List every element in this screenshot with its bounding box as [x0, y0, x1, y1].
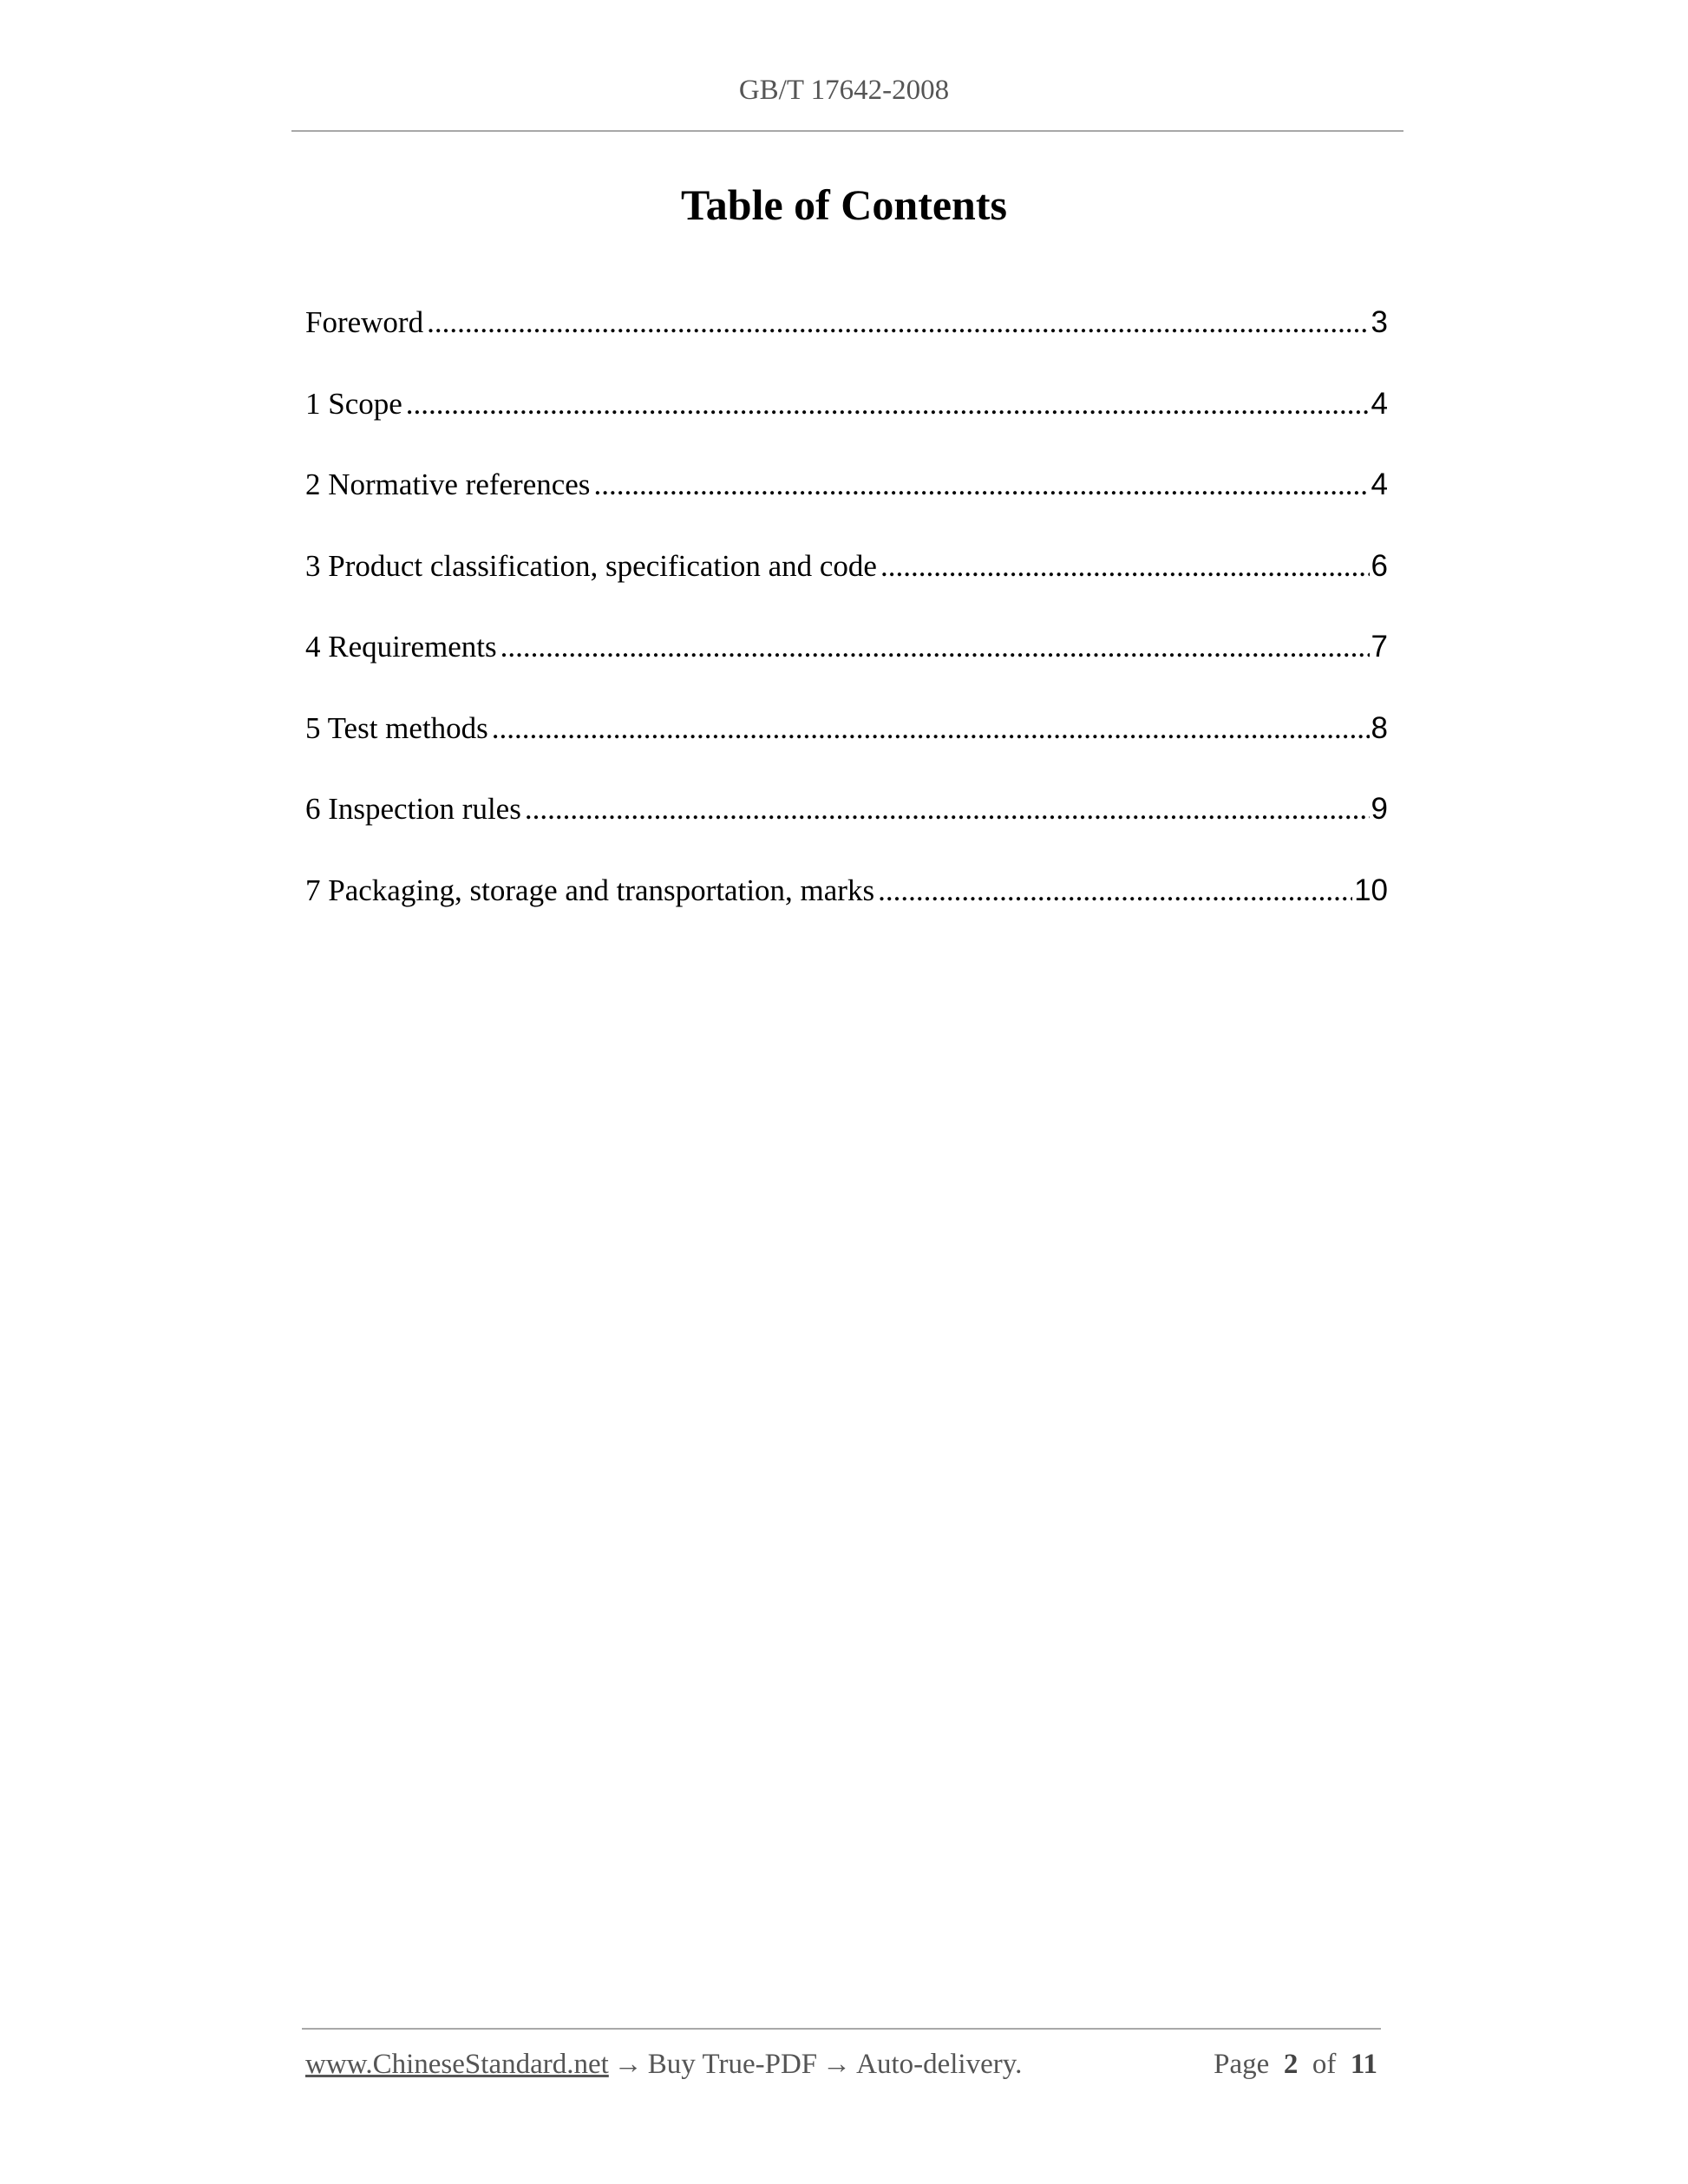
- toc-entry-page: 9: [1371, 792, 1388, 826]
- toc-entry-page: 3: [1371, 305, 1388, 339]
- of-word: of: [1312, 2049, 1337, 2080]
- toc-entry[interactable]: [305, 630, 1388, 711]
- page-number: [1214, 2049, 1377, 2081]
- toc-entry[interactable]: [305, 387, 1388, 468]
- toc-entry-label: Foreword: [305, 305, 424, 339]
- toc-entry[interactable]: [305, 468, 1388, 549]
- footer-step-buy: Buy True-PDF: [647, 2049, 818, 2080]
- toc-entry[interactable]: [305, 711, 1388, 793]
- toc-entry-label: 6 Inspection rules: [305, 792, 521, 826]
- toc-entry[interactable]: [305, 549, 1388, 631]
- toc-entry-label: 3 Product classification, specification and code: [305, 548, 877, 583]
- toc-leader-dots: [492, 711, 1370, 746]
- toc-entry[interactable]: [305, 792, 1388, 873]
- header-standard-code: GB/T 17642-2008: [738, 75, 950, 106]
- toc-list: [305, 305, 1388, 954]
- toc-entry-label: 2 Normative references: [305, 468, 591, 501]
- toc-entry-page: 10: [1354, 873, 1388, 907]
- toc-entry-page: 4: [1371, 468, 1388, 501]
- toc-entry-label: 1 Scope: [305, 386, 402, 421]
- toc-entry-page: 4: [1371, 386, 1388, 421]
- toc-entry-label: 5 Test methods: [305, 710, 488, 745]
- toc-entry-page: 7: [1371, 630, 1388, 664]
- header-divider: [291, 130, 1403, 132]
- footer: [305, 2049, 1377, 2081]
- toc-entry-label: 4 Requirements: [305, 630, 497, 664]
- toc-entry[interactable]: [305, 305, 1388, 387]
- toc-leader-dots: [878, 873, 1352, 908]
- footer-divider: [302, 2028, 1381, 2030]
- page-total: 11: [1350, 2049, 1377, 2080]
- arrow-right-icon: →: [613, 2049, 643, 2080]
- toc-entry-label: 7 Packaging, storage and transportation, marks: [305, 873, 875, 907]
- toc-leader-dots: [427, 305, 1369, 340]
- toc-leader-dots: [880, 549, 1370, 584]
- page-word: Page: [1214, 2049, 1270, 2080]
- arrow-right-icon: →: [822, 2049, 852, 2080]
- toc-leader-dots: [501, 630, 1370, 664]
- toc-leader-dots: [406, 387, 1370, 422]
- toc-entry-page: 6: [1371, 548, 1388, 583]
- toc-entry[interactable]: [305, 873, 1388, 955]
- footer-step-delivery: Auto-delivery.: [856, 2049, 1023, 2080]
- page-current: 2: [1283, 2049, 1299, 2080]
- toc-leader-dots: [593, 468, 1369, 502]
- toc-entry-page: 8: [1371, 710, 1388, 745]
- toc-title: Table of Contents: [681, 180, 1007, 229]
- toc-leader-dots: [525, 792, 1370, 827]
- website-link[interactable]: www.ChineseStandard.net: [305, 2049, 609, 2080]
- footer-promo: [305, 2049, 1022, 2081]
